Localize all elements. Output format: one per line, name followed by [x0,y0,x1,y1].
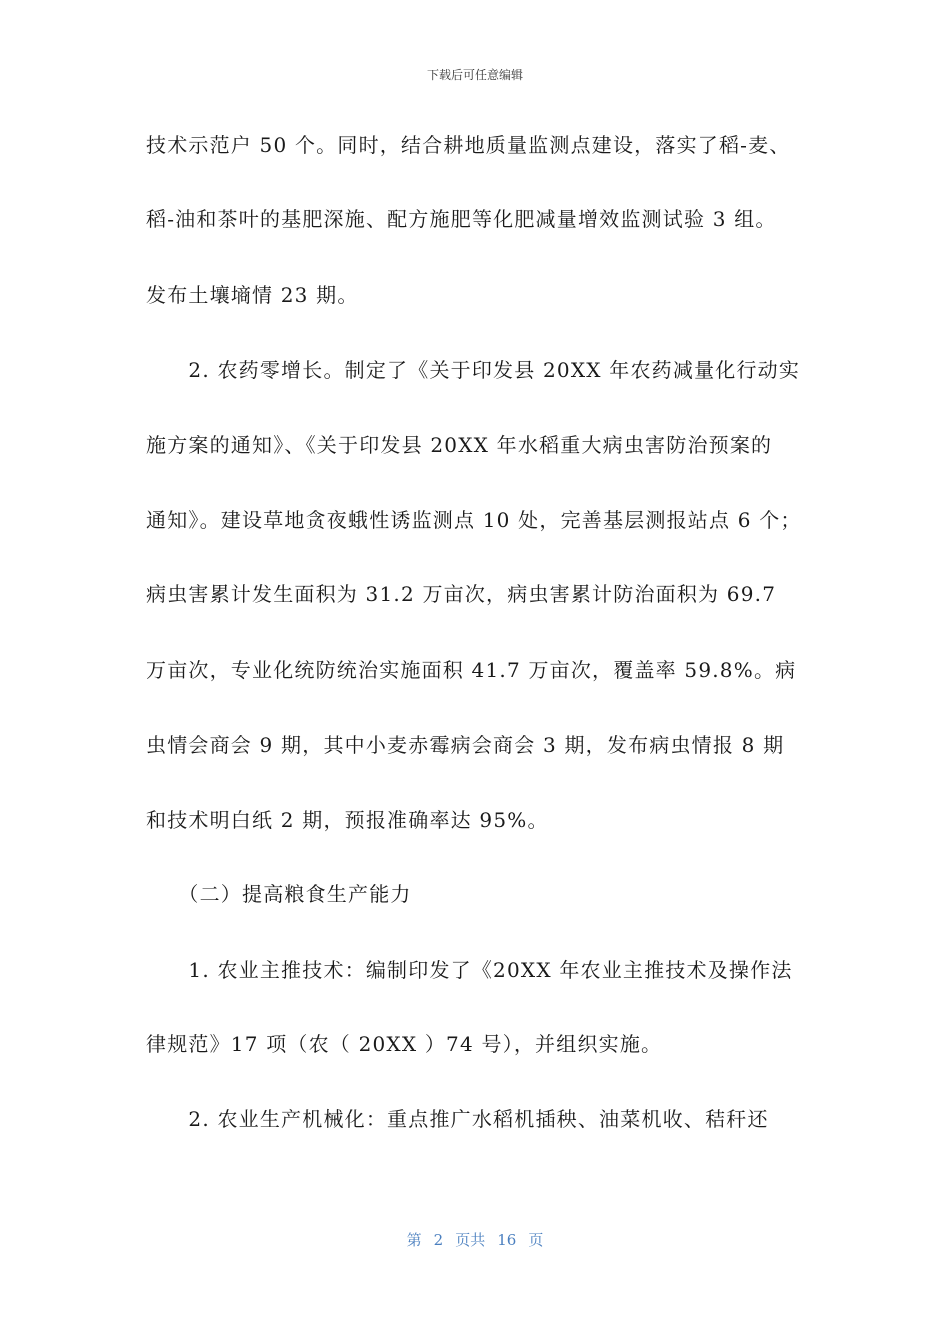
text-line: 发布土壤墒情 23 期。 [146,283,359,307]
page-label-mid: 页共 [455,1231,486,1249]
text-line: 律规范》17 项（农（ 20XX ）74 号），并组织实施。 [146,1032,663,1056]
text-line: 技术示范户 50 个。同时，结合耕地质量监测点建设，落实了稻-麦、 [146,133,791,157]
text-line: 1. 农业主推技术：编制印发了《20XX 年农业主推技术及操作法 [146,958,793,982]
section-heading: （二）提高粮食生产能力 [146,882,412,906]
page-label-end: 页 [528,1231,544,1249]
text-line: 施方案的通知》、《关于印发县 20XX 年水稻重大病虫害防治预案的 [146,433,773,457]
text-line: 万亩次，专业化统防统治实施面积 41.7 万亩次，覆盖率 59.8%。病 [146,658,797,682]
page-header: 下载后可任意编辑 [426,68,523,82]
text-line: 病虫害累计发生面积为 31.2 万亩次，病虫害累计防治面积为 69.7 [146,582,777,606]
total-pages: 16 [497,1231,517,1249]
page-label: 第 [406,1231,422,1249]
page-number: 2 [433,1231,444,1249]
text-line: 通知》。建设草地贪夜蛾性诱监测点 10 处，完善基层测报站点 6 个； [146,508,802,532]
text-line: 和技术明白纸 2 期，预报准确率达 95%。 [146,808,549,832]
page-footer [0,1229,950,1250]
text-line: 2. 农业生产机械化：重点推广水稻机插秧、油菜机收、秸秆还 [146,1107,769,1131]
text-line: 虫情会商会 9 期，其中小麦赤霉病会商会 3 期，发布病虫情报 8 期 [146,733,785,757]
text-line: 2. 农药零增长。制定了《关于印发县 20XX 年农药减量化行动实 [146,358,801,382]
text-line: 稻-油和茶叶的基肥深施、配方施肥等化肥减量增效监测试验 3 组。 [146,207,777,231]
